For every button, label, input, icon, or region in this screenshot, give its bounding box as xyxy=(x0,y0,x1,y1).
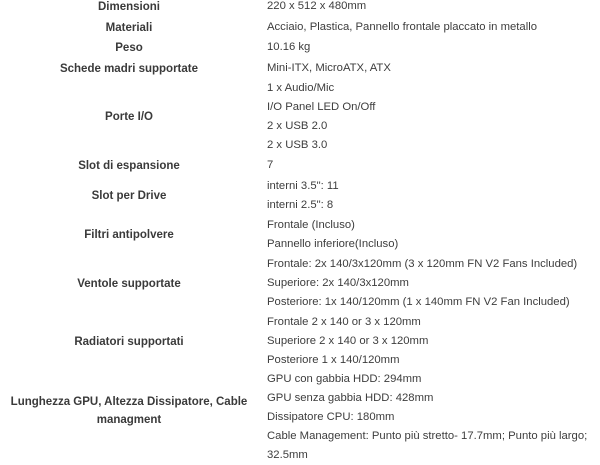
spec-value: 7 xyxy=(267,159,274,171)
spec-row-io-ports xyxy=(0,79,600,155)
spec-row-drive-slots xyxy=(0,177,600,215)
spec-row-expansion-slots xyxy=(0,156,600,175)
spec-values xyxy=(267,370,598,465)
spec-row-fans xyxy=(0,255,600,312)
spec-value: 2 x USB 3.0 xyxy=(267,139,328,151)
spec-label: Peso xyxy=(115,41,143,54)
spec-value: Mini-ITX, MicroATX, ATX xyxy=(267,62,391,74)
spec-value: 1 x Audio/Mic xyxy=(267,82,335,94)
spec-values xyxy=(267,79,598,155)
spec-row-motherboards xyxy=(0,59,600,78)
spec-label: Ventole supportate xyxy=(77,277,181,290)
spec-value: Frontale 2 x 140 or 3 x 120mm xyxy=(267,316,421,328)
spec-label: Radiatori supportati xyxy=(74,335,184,348)
spec-label: Materiali xyxy=(105,21,153,34)
spec-value: interni 2.5": 8 xyxy=(267,199,334,211)
spec-values xyxy=(267,216,598,254)
spec-label: Lunghezza GPU, Altezza Dissipatore, Cable managment xyxy=(10,396,248,426)
spec-values xyxy=(267,18,598,37)
spec-value: Acciaio, Plastica, Pannello frontale placcato in metallo xyxy=(267,21,538,33)
spec-value: GPU con gabbia HDD: 294mm xyxy=(267,373,422,385)
spec-label: Porte I/O xyxy=(105,111,153,123)
spec-values xyxy=(267,38,598,57)
spec-row-materials xyxy=(0,18,600,37)
spec-values xyxy=(267,0,598,16)
spec-value: 10.16 kg xyxy=(267,41,311,53)
spec-label: Filtri antipolvere xyxy=(84,229,174,241)
spec-value: Dissipatore CPU: 180mm xyxy=(267,411,395,423)
spec-value: 220 x 512 x 480mm xyxy=(267,0,367,12)
spec-values xyxy=(267,255,598,312)
spec-label: Schede madri supportate xyxy=(59,62,199,75)
spec-row-weight xyxy=(0,38,600,57)
spec-value: Superiore: 2x 140/3x120mm xyxy=(267,277,409,289)
spec-value: Posteriore: 1x 140/120mm (1 x 140mm FN V2 Fan Included) xyxy=(267,296,570,308)
spec-value: Pannello inferiore(Incluso) xyxy=(267,238,399,250)
spec-value: Cable Management: Punto più stretto- 17.7mm; Punto più largo; 32.5mm xyxy=(267,430,588,461)
spec-label: Dimensioni xyxy=(98,0,160,13)
spec-label: Slot di espansione xyxy=(78,159,180,172)
spec-label: Slot per Drive xyxy=(91,190,167,202)
spec-value: Posteriore 1 x 140/120mm xyxy=(267,354,400,366)
spec-row-dust-filters xyxy=(0,216,600,254)
spec-value: Frontale (Incluso) xyxy=(267,219,355,231)
spec-value: Frontale: 2x 140/3x120mm (3 x 120mm FN V2 Fans Included) xyxy=(267,258,578,270)
spec-value: 2 x USB 2.0 xyxy=(267,120,328,132)
spec-value: Superiore 2 x 140 or 3 x 120mm xyxy=(267,335,429,347)
spec-values xyxy=(267,59,598,78)
spec-values xyxy=(267,313,598,370)
spec-value: GPU senza gabbia HDD: 428mm xyxy=(267,392,434,404)
spec-values xyxy=(267,177,598,215)
spec-row-clearances xyxy=(0,370,600,463)
spec-row-radiators xyxy=(0,313,600,370)
spec-values xyxy=(267,156,598,175)
spec-value: I/O Panel LED On/Off xyxy=(267,101,376,113)
spec-value: interni 3.5": 11 xyxy=(267,180,339,192)
spec-row-dimensions xyxy=(0,0,600,16)
